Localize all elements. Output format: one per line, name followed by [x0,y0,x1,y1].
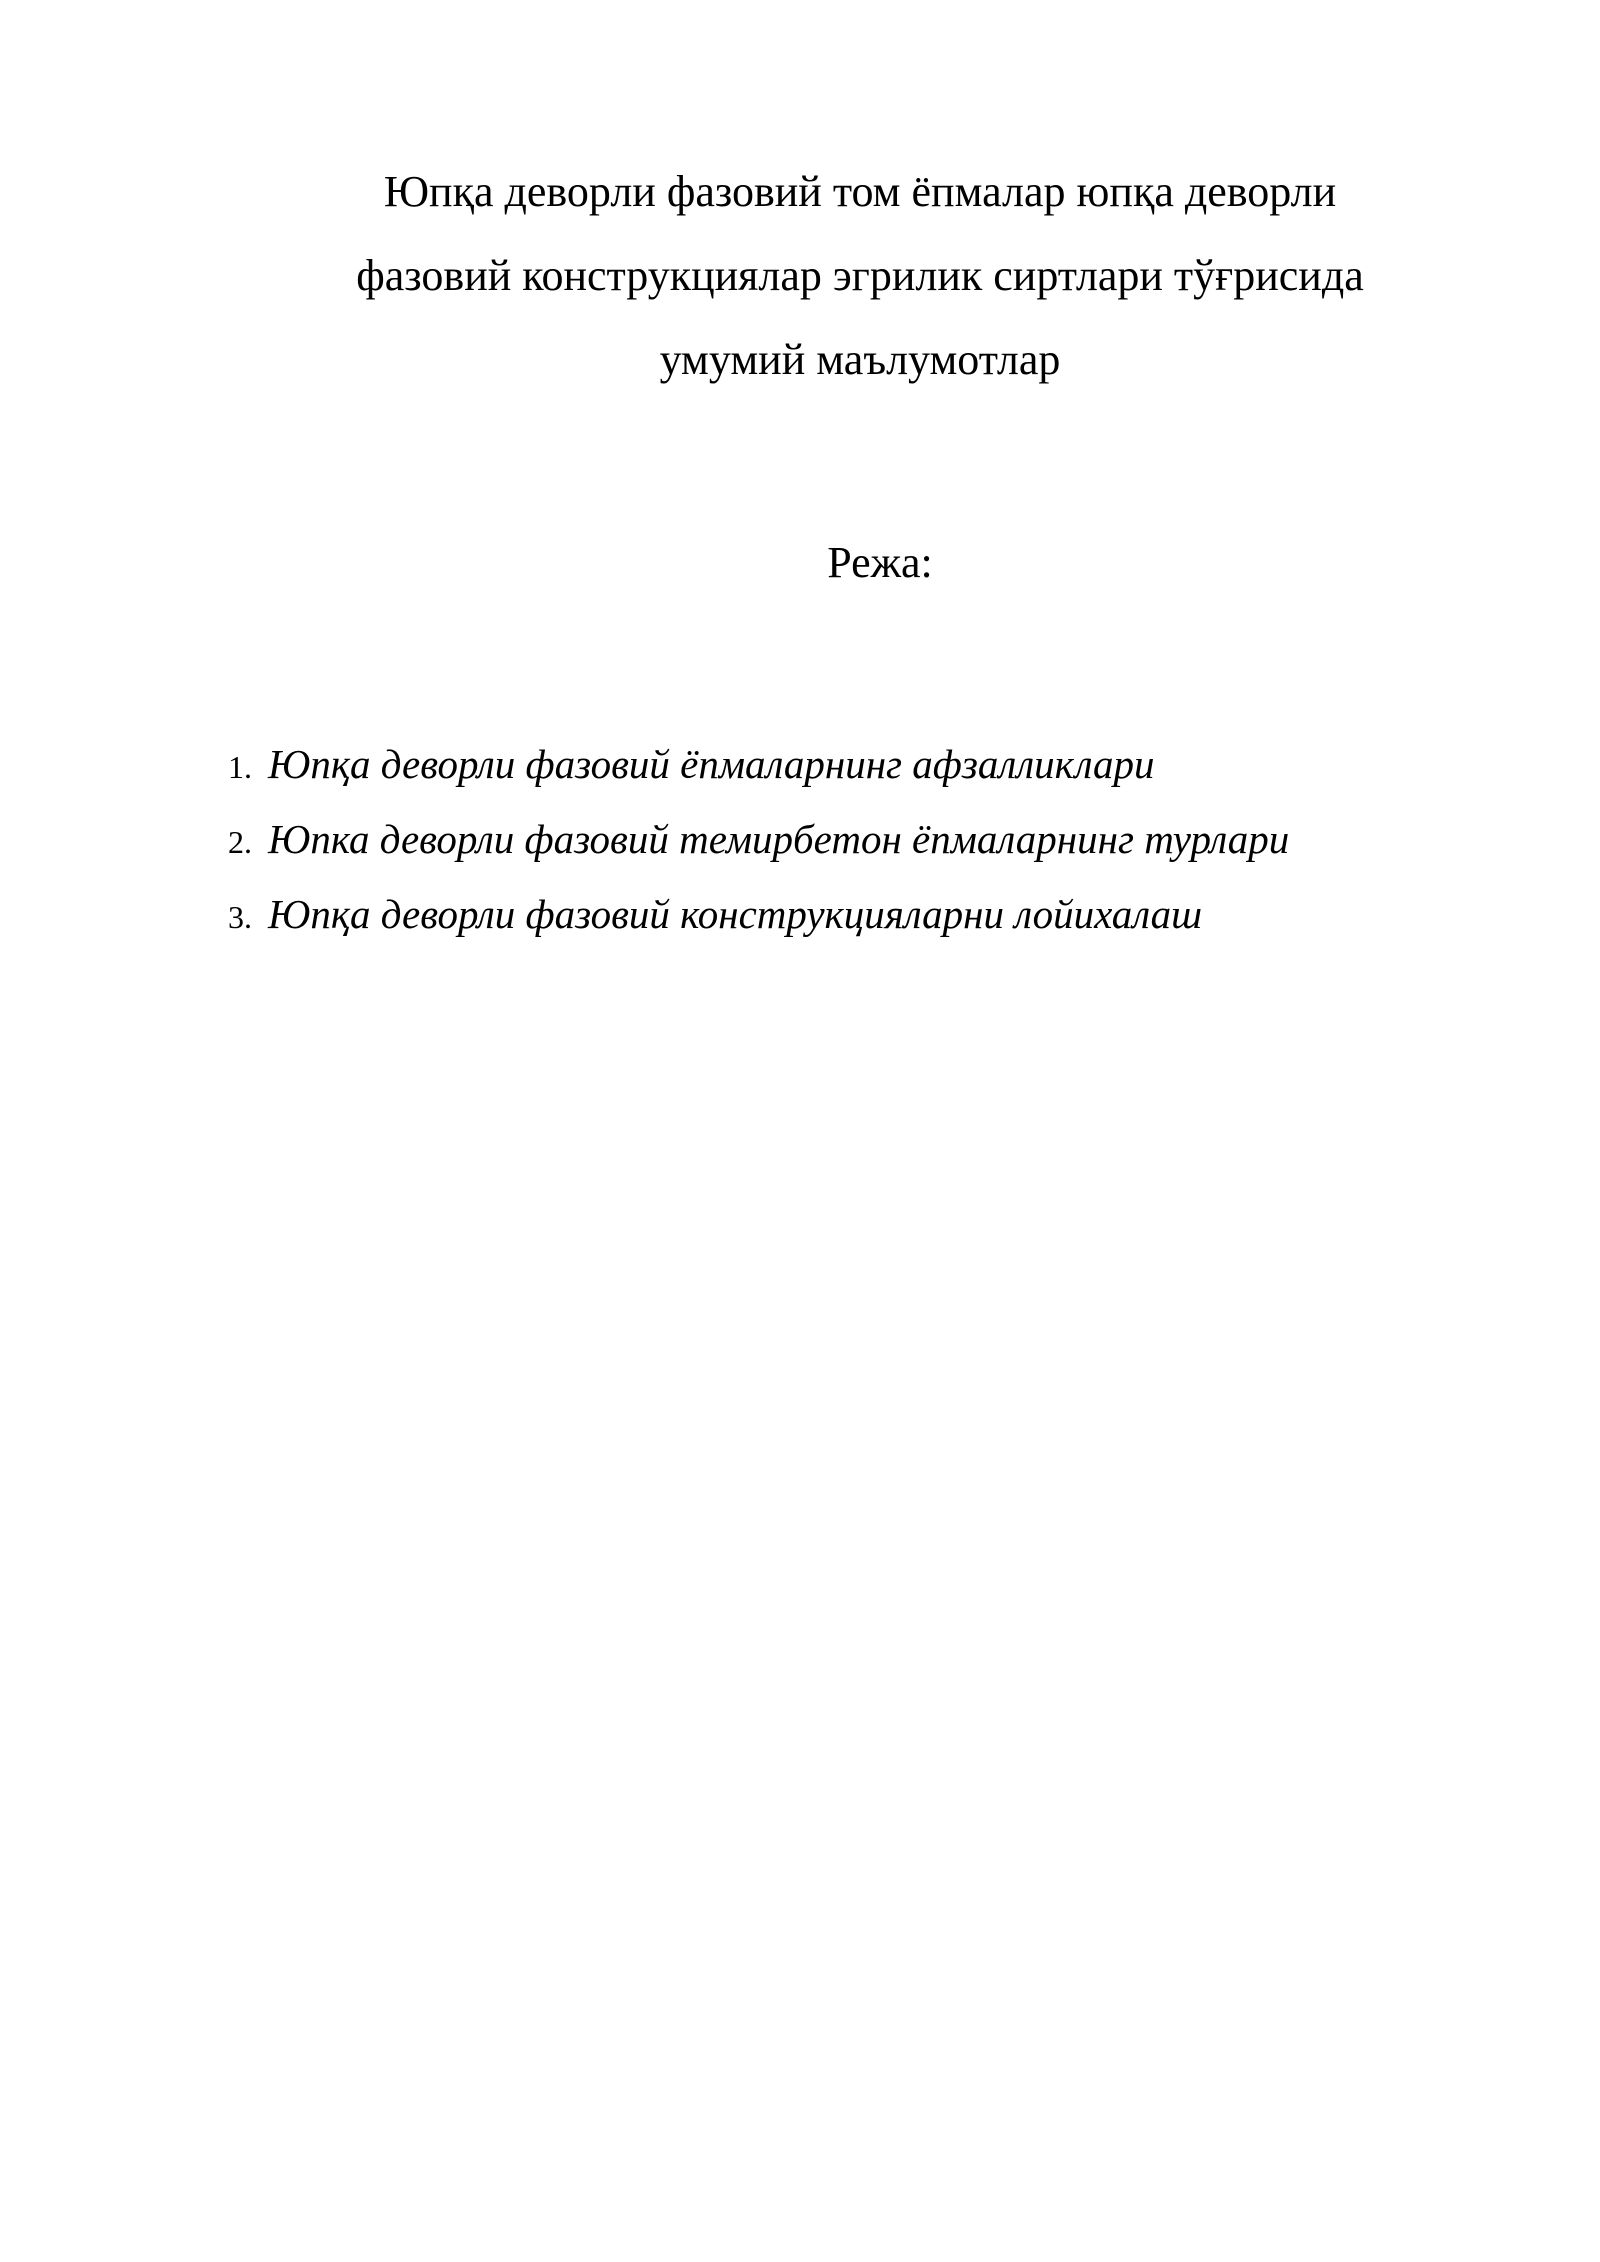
title-line-3: умумий маълумотлар [659,335,1061,384]
title-line-2: фазовий конструкциялар эгрилик сиртлари тўғрисида [356,251,1364,300]
plan-item-number: 2. [228,824,252,860]
plan-list [228,740,1428,965]
plan-heading: Режа: [827,538,933,587]
plan-item-text: Юпқа деворли фазовий конструкцияларни лойихалаш [268,891,1203,937]
plan-item-text: Юпка деворли фазовий темирбетон ёпмаларнинг турлари [268,816,1290,862]
title-line-1: Юпқа деворли фазовий том ёпмалар юпқа деворли [383,167,1337,216]
plan-item-number: 1. [228,749,252,785]
plan-item-number: 3. [228,899,252,935]
plan-item-2 [228,815,1428,890]
plan-item-1 [228,740,1428,815]
plan-item-3 [228,890,1428,965]
plan-item-text: Юпқа деворли фазовий ёпмаларнинг афзалликлари [268,741,1155,787]
document-title [290,150,1430,402]
